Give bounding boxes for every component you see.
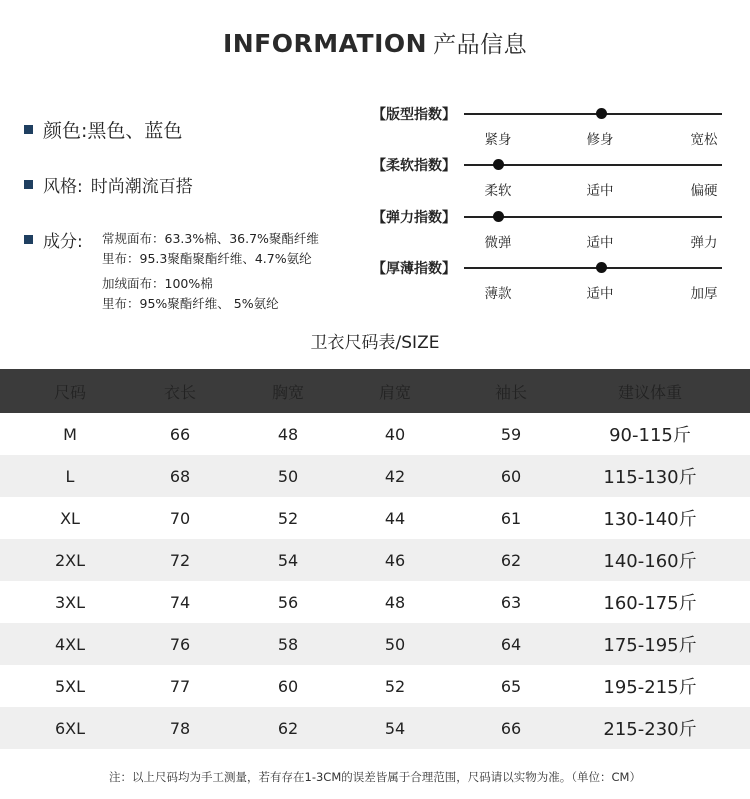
chest-cell: 62 <box>277 718 299 738</box>
shoulder-cell: 50 <box>384 634 406 654</box>
size-cell: 2XL <box>54 550 86 570</box>
length-cell: 74 <box>169 592 191 612</box>
index-label: 【厚薄指数】 <box>372 261 456 277</box>
table-row <box>0 581 750 623</box>
size-table-title: 卫衣尺码表/SIZE <box>310 333 440 353</box>
size-cell: 5XL <box>54 676 86 696</box>
weight-cell: 90-115斤 <box>609 425 691 446</box>
thickness-index <box>372 258 732 302</box>
index-tick: 薄款 <box>484 286 512 302</box>
chest-cell: 56 <box>277 592 299 612</box>
index-tick: 柔软 <box>484 183 512 199</box>
size-cell: L <box>65 466 75 486</box>
header-cell: 衣长 <box>163 382 196 402</box>
size-cell: XL <box>60 508 80 528</box>
header-cell: 胸宽 <box>271 382 304 402</box>
shoulder-cell: 48 <box>384 592 406 612</box>
index-marker <box>493 159 504 170</box>
length-cell: 66 <box>169 424 191 444</box>
weight-cell: 215-230斤 <box>603 719 697 740</box>
index-marker <box>596 108 607 119</box>
table-row <box>0 413 750 455</box>
style-label: 风格: <box>43 177 83 197</box>
shoulder-cell: 44 <box>384 508 406 528</box>
index-scale-line <box>464 113 722 115</box>
sleeve-cell: 62 <box>500 550 522 570</box>
composition-attribute <box>24 227 83 252</box>
bullet-square-icon <box>24 180 33 189</box>
length-cell: 78 <box>169 718 191 738</box>
title-chinese: 产品信息 <box>433 32 528 58</box>
color-label: 颜色: <box>43 120 88 142</box>
chest-cell: 58 <box>277 634 299 654</box>
index-tick: 微弹 <box>484 235 512 251</box>
sleeve-cell: 61 <box>500 508 522 528</box>
fit-index <box>372 104 732 148</box>
sleeve-cell: 66 <box>500 718 522 738</box>
shoulder-cell: 46 <box>384 550 406 570</box>
index-tick: 紧身 <box>484 132 512 148</box>
page-title <box>0 26 750 59</box>
weight-cell: 140-160斤 <box>603 551 697 572</box>
weight-cell: 160-175斤 <box>603 593 697 614</box>
index-label: 【版型指数】 <box>372 107 456 123</box>
title-english: INFORMATION <box>222 29 428 58</box>
softness-index <box>372 155 732 199</box>
header-cell: 尺码 <box>53 382 86 402</box>
shoulder-cell: 52 <box>384 676 406 696</box>
chest-cell: 50 <box>277 466 299 486</box>
sleeve-cell: 64 <box>500 634 522 654</box>
header-cell: 袖长 <box>494 382 527 402</box>
bullet-square-icon <box>24 235 33 244</box>
table-row <box>0 665 750 707</box>
size-cell: 3XL <box>54 592 86 612</box>
size-cell: M <box>63 424 77 444</box>
elasticity-index <box>372 207 732 251</box>
header-cell: 肩宽 <box>378 382 411 402</box>
index-tick: 适中 <box>586 286 614 302</box>
length-cell: 76 <box>169 634 191 654</box>
composition-line: 加绒面布：100%棉 <box>102 276 213 291</box>
index-tick: 适中 <box>586 235 614 251</box>
index-tick: 宽松 <box>690 132 718 148</box>
chest-cell: 54 <box>277 550 299 570</box>
size-cell: 6XL <box>54 718 86 738</box>
index-tick: 适中 <box>586 183 614 199</box>
table-header-row <box>0 369 750 413</box>
weight-cell: 195-215斤 <box>603 677 697 698</box>
length-cell: 68 <box>169 466 191 486</box>
weight-cell: 175-195斤 <box>603 635 697 656</box>
header-cell: 建议体重 <box>617 382 682 402</box>
chest-cell: 52 <box>277 508 299 528</box>
measurement-note: 注：以上尺码均为手工测量，若有存在1-3CM的误差皆属于合理范围，尺码请以实物为准。（单位：CM） <box>109 770 641 784</box>
sleeve-cell: 63 <box>500 592 522 612</box>
table-row <box>0 539 750 581</box>
composition-line: 里布：95%聚酯纤维、 5%氨纶 <box>102 296 279 311</box>
length-cell: 70 <box>169 508 191 528</box>
index-tick: 偏硬 <box>690 183 718 199</box>
shoulder-cell: 54 <box>384 718 406 738</box>
color-attribute <box>24 116 182 143</box>
composition-line: 常规面布：63.3%棉、36.7%聚酯纤维 <box>102 231 319 246</box>
table-row <box>0 623 750 665</box>
shoulder-cell: 40 <box>384 424 406 444</box>
style-value: 时尚潮流百搭 <box>90 177 193 197</box>
size-cell: 4XL <box>54 634 86 654</box>
length-cell: 72 <box>169 550 191 570</box>
index-tick: 弹力 <box>690 235 718 251</box>
index-label: 【弹力指数】 <box>372 210 456 226</box>
shoulder-cell: 42 <box>384 466 406 486</box>
style-attribute <box>24 172 193 197</box>
index-label: 【柔软指数】 <box>372 158 456 174</box>
index-tick: 加厚 <box>690 286 718 302</box>
length-cell: 77 <box>169 676 191 696</box>
sleeve-cell: 65 <box>500 676 522 696</box>
color-value: 黑色、蓝色 <box>87 120 183 142</box>
table-row <box>0 455 750 497</box>
weight-cell: 115-130斤 <box>603 467 697 488</box>
sleeve-cell: 59 <box>500 424 522 444</box>
chest-cell: 60 <box>277 676 299 696</box>
chest-cell: 48 <box>277 424 299 444</box>
index-tick: 修身 <box>586 132 614 148</box>
table-row <box>0 707 750 749</box>
size-table <box>0 369 750 749</box>
composition-label: 成分: <box>43 232 83 252</box>
index-marker <box>493 211 504 222</box>
composition-line: 里布：95.3聚酯聚酯纤维、4.7%氨纶 <box>102 251 312 266</box>
sleeve-cell: 60 <box>500 466 522 486</box>
weight-cell: 130-140斤 <box>603 509 697 530</box>
table-row <box>0 497 750 539</box>
bullet-square-icon <box>24 125 33 134</box>
index-marker <box>596 262 607 273</box>
index-scale-line <box>464 267 722 269</box>
